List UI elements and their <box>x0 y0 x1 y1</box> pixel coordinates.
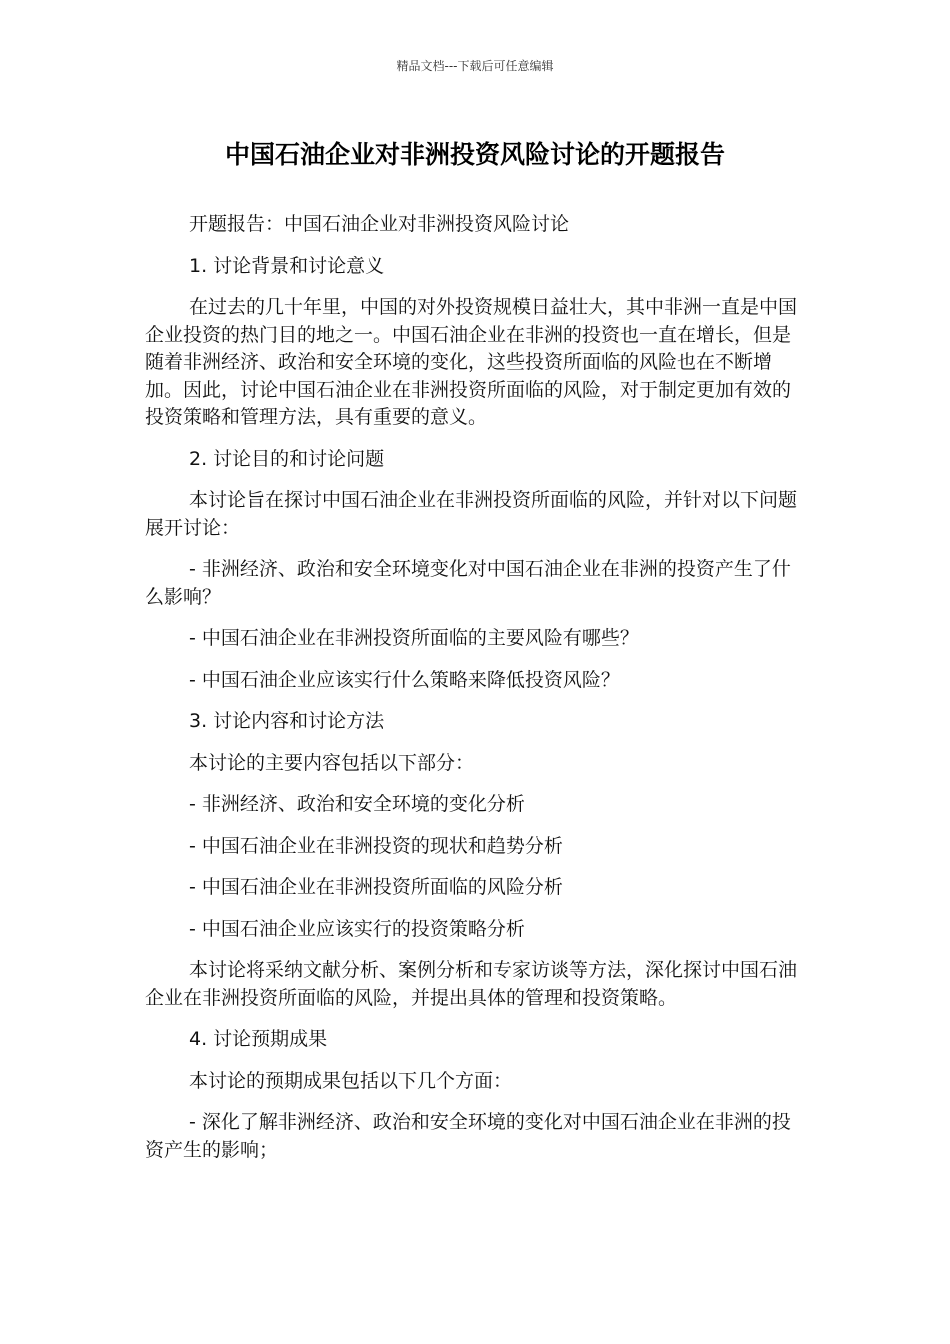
list-item: - 中国石油企业在非洲投资所面临的风险分析 <box>189 876 563 898</box>
document-body <box>145 211 807 1178</box>
section-heading-4: 4. 讨论预期成果 <box>189 1028 328 1050</box>
section-heading-3: 3. 讨论内容和讨论方法 <box>189 710 385 732</box>
list-item: - 中国石油企业在非洲投资的现状和趋势分析 <box>189 834 563 857</box>
list-item: - 中国石油企业应该实行的投资策略分析 <box>189 917 525 940</box>
list-item: - 非洲经济、政治和安全环境的变化分析 <box>189 793 525 815</box>
paragraph-outcomes-intro: 本讨论的预期成果包括以下几个方面： <box>189 1069 513 1092</box>
section-heading-1: 1. 讨论背景和讨论意义 <box>189 254 385 277</box>
document-title: 中国石油企业对非洲投资风险讨论的开题报告 <box>224 140 725 169</box>
list-item: - 深化了解非洲经济、政治和安全环境的变化对中国石油企业在非洲的投资产生的影响； <box>145 1111 791 1161</box>
intro-line: 开题报告：中国石油企业对非洲投资风险讨论 <box>189 213 570 235</box>
paragraph-background: 在过去的几十年里，中国的对外投资规模日益壮大，其中非洲一直是中国企业投资的热门目的地之一。中国石油企业在非洲的投资也一直在增长，但是随着非洲经济、政治和安全环境的变化，这些投资所面临的风险也在不断增加。因此，讨论中国石油企业在非洲投资所面临的风险，对于制定更加有效的投资策略和管理方法，具有重要的意义。 <box>145 296 798 428</box>
page-header: 精品文档---下载后可任意编辑 <box>396 59 554 73</box>
section-heading-2: 2. 讨论目的和讨论问题 <box>189 447 385 470</box>
list-item: - 中国石油企业应该实行什么策略来降低投资风险？ <box>189 668 620 691</box>
paragraph-method: 本讨论将采纳文献分析、案例分析和专家访谈等方法，深化探讨中国石油企业在非洲投资所面临的风险，并提出具体的管理和投资策略。 <box>145 959 798 1009</box>
list-item: - 中国石油企业在非洲投资所面临的主要风险有哪些？ <box>189 627 639 649</box>
paragraph-purpose: 本讨论旨在探讨中国石油企业在非洲投资所面临的风险，并针对以下问题展开讨论： <box>145 489 798 539</box>
paragraph-content-intro: 本讨论的主要内容包括以下部分： <box>189 751 475 774</box>
list-item: - 非洲经济、政治和安全环境变化对中国石油企业在非洲的投资产生了什么影响？ <box>145 558 791 608</box>
